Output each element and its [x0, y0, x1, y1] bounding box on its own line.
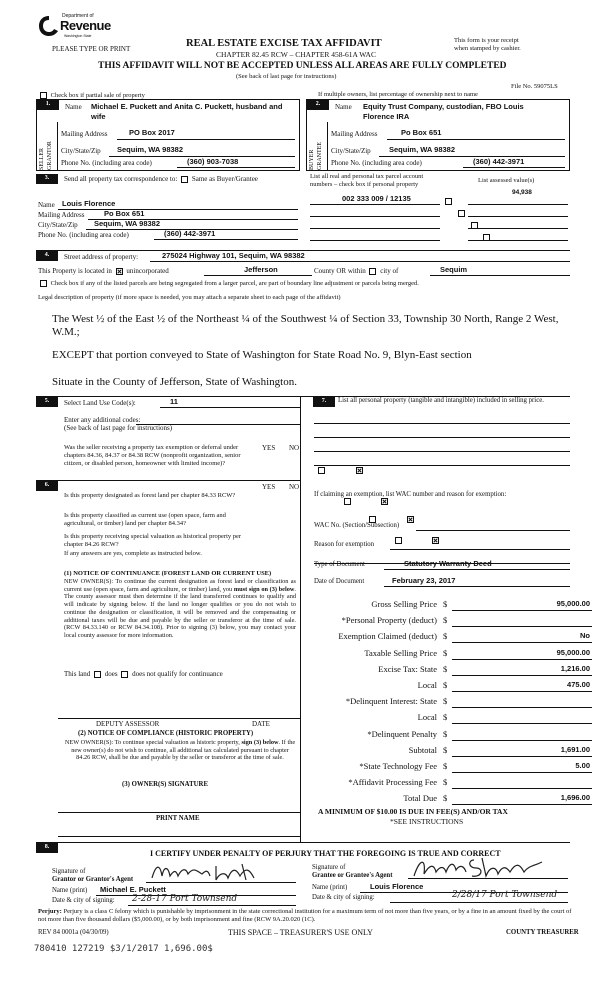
tax-city: Sequim, WA 98382: [94, 219, 160, 228]
s6-q1-yes-checkbox[interactable]: [344, 498, 351, 505]
additional-codes-2: (See back of last page for instructions): [64, 424, 173, 432]
dollar-sign: $: [443, 777, 448, 788]
dollar-sign: $: [443, 793, 448, 804]
doc-type-value: Statutory Warranty Deed: [404, 559, 492, 568]
amount-row: [306, 778, 594, 793]
amount-row: [306, 681, 594, 696]
county-treasurer: COUNTY TREASURER: [506, 929, 579, 936]
s5-q1: Was the seller receiving a property tax exemption or deferral under chapters 84.36, 84.37 or 84.38 RCW (nonprofit organization, senior citizen, or disabled person, homeowner with limited income)?: [64, 444, 241, 467]
legal-desc-1: The West ½ of the East ½ of the Northeast ¼ of the Southwest ¼ of Section 33, Township 30 North, Range 2 West, W.M.;: [52, 313, 559, 338]
seller-section: [36, 99, 300, 171]
buyer-mailing: Po Box 651: [401, 128, 442, 137]
amount-field[interactable]: [452, 697, 592, 708]
grantee-sig-label-1: Signature of: [312, 864, 346, 871]
logo-line1: Department of: [62, 13, 94, 19]
amount-label: *Affidavit Processing Fee: [348, 777, 437, 788]
amount-row: [306, 616, 594, 631]
amount-value: 1,216.00: [560, 663, 590, 673]
amount-row: [306, 632, 594, 647]
amount-label: *Personal Property (deduct): [341, 615, 437, 626]
dollar-sign: $: [443, 647, 448, 658]
s6-yes-header: YES: [262, 483, 276, 491]
wac-label: WAC No. (Section/Subsection): [314, 522, 400, 529]
dollar-sign: $: [443, 599, 448, 609]
county-label-row: County OR within city of: [314, 267, 399, 275]
tax-phone-label: Phone No. (including area code): [38, 231, 129, 239]
doc-date-value: February 23, 2017: [392, 576, 456, 585]
amount-value: 1,691.00: [560, 744, 590, 754]
form-chapter: CHAPTER 82.45 RCW – CHAPTER 458-61A WAC: [216, 50, 376, 59]
amount-label: *Delinquent Interest: State: [345, 696, 437, 707]
personal-property-label: List all personal property (tangible and intangible) included in selling price.: [338, 397, 544, 404]
land-does-not-checkbox[interactable]: [121, 671, 128, 678]
buyer-name-label: Name: [335, 103, 352, 111]
partial-sale-label: Check box if partial sale of property: [50, 92, 145, 99]
amount-label: Gross Selling Price: [371, 599, 437, 609]
seller-name: Michael E. Puckett and Anita C. Puckett, husband and wife: [91, 102, 283, 121]
grantee-sig-label-2: Grantee or Grantee's Agent: [312, 872, 393, 879]
logo-line3: Washington State: [64, 34, 92, 38]
logo-word: Revenue: [60, 18, 111, 33]
minimum-due: A MINIMUM OF $10.00 IS DUE IN FEE(S) AND/OR TAX: [318, 807, 508, 816]
amount-label: Excise Tax: State: [378, 663, 437, 674]
tax-city-label: City/State/Zip: [38, 221, 78, 229]
section-8-number: 8.: [36, 843, 58, 853]
seller-phone-label: Phone No. (including area code): [61, 159, 152, 167]
amount-label: Exemption Claimed (deduct): [338, 631, 437, 642]
buyer-city: Sequim, WA 98382: [389, 145, 455, 154]
amount-value: 1,696.00: [560, 793, 590, 803]
see-instructions: *SEE INSTRUCTIONS: [390, 817, 464, 826]
amount-field[interactable]: [452, 778, 592, 789]
amount-field[interactable]: [452, 616, 592, 627]
amount-label: Subtotal: [408, 744, 437, 755]
type-or-print: PLEASE TYPE OR PRINT: [52, 45, 131, 53]
form-warning: THIS AFFIDAVIT WILL NOT BE ACCEPTED UNLESS ALL AREAS ARE FULLY COMPLETED: [98, 61, 507, 71]
grantee-signature[interactable]: [410, 854, 550, 884]
grantor-sig-label-1: Signature of: [52, 868, 86, 875]
same-as-buyer-label: Same as Buyer/Grantee: [191, 175, 258, 183]
seller-city-label: City/State/Zip: [61, 147, 101, 155]
partial-sale-checkbox[interactable]: [40, 92, 47, 99]
grantor-date-label: Date & city of signing:: [52, 897, 115, 904]
buyer-side-label: BUYER GRANTEE: [309, 142, 323, 170]
seller-mailing: PO Box 2017: [129, 128, 175, 137]
buyer-mailing-label: Mailing Address: [331, 130, 378, 138]
parcel-header-2: numbers – check box if personal property: [310, 181, 419, 188]
amount-label: *State Technology Fee: [359, 761, 437, 771]
dollar-sign: $: [443, 680, 448, 690]
exemption-label: If claiming an exemption, list WAC number and reason for exemption:: [314, 491, 507, 498]
s6-q2-no-checkbox[interactable]: [407, 516, 414, 523]
amount-row: [306, 730, 594, 745]
legal-desc-3: Situate in the County of Jefferson, State of Washington.: [52, 376, 297, 388]
amount-field[interactable]: [452, 713, 592, 724]
amount-row: [306, 600, 594, 615]
city-of-checkbox[interactable]: [369, 268, 376, 275]
amount-row: [306, 762, 594, 777]
street-address: 275024 Highway 101, Sequim, WA 98382: [162, 251, 305, 260]
buyer-phone: (360) 442-3971: [473, 157, 525, 166]
amount-field[interactable]: [452, 762, 592, 773]
section-7-number: 7.: [313, 397, 335, 407]
amount-value: 95,000.00: [556, 599, 590, 608]
grantor-name: Michael E. Puckett: [100, 885, 166, 894]
amount-label: Local: [417, 680, 437, 690]
s5-q1-yes-checkbox[interactable]: [318, 467, 325, 474]
amount-label: Local: [417, 712, 437, 723]
tax-phone: (360) 442-3971: [164, 229, 216, 238]
tax-name: Louis Florence: [62, 199, 116, 208]
segregated-row: Check box if any of the listed parcels are being segregated from a larger parcel, are part of boundary line adjustment or parcels being merged.: [38, 280, 419, 287]
seller-city: Sequim, WA 98382: [117, 145, 183, 154]
additional-codes-1: Enter any additional codes:: [64, 416, 141, 424]
buyer-name: Equity Trust Company, custodian, FBO Louis Florence IRA: [363, 102, 524, 121]
unincorporated-checkbox[interactable]: [116, 268, 123, 275]
s6-q2: Is this property classified as current use (open space, farm and agricultural, or timber) land per chapter 84.34?: [64, 512, 226, 527]
seller-phone: (360) 903-7038: [187, 157, 239, 166]
dor-logo-icon: [38, 14, 60, 38]
section-6-number: 6.: [36, 481, 58, 491]
tax-mailing-label: Mailing Address: [38, 211, 85, 219]
dollar-sign: $: [443, 631, 448, 642]
s6-q1: Is this property designated as forest land per chapter 84.33 RCW?: [64, 492, 236, 499]
treasurer-space: THIS SPACE – TREASURER'S USE ONLY: [228, 928, 373, 937]
county-value: Jefferson: [244, 265, 278, 274]
receipt-note-1: This form is your receipt: [454, 37, 519, 44]
s6-no-header: NO: [289, 483, 300, 491]
amount-row: [306, 665, 594, 680]
notice1-title: (1) NOTICE OF CONTINUANCE (FOREST LAND OR CURRENT USE): [64, 570, 272, 577]
buyer-city-label: City/State/Zip: [331, 147, 371, 155]
same-as-buyer-checkbox[interactable]: [181, 176, 188, 183]
amount-label: Total Due: [403, 793, 437, 804]
parcel-number: 002 333 009 / 12135: [342, 194, 411, 203]
grantor-signature[interactable]: [150, 862, 270, 888]
s6-q3: Is this property receiving special valuation as historical property per chapter 84.26 RCW?: [64, 533, 242, 548]
land-use-label: Select Land Use Code(s):: [64, 399, 136, 407]
certify-statement: I CERTIFY UNDER PENALTY OF PERJURY THAT THE FOREGOING IS TRUE AND CORRECT: [150, 849, 501, 858]
notice2-body: NEW OWNER(S): To continue special valuation as historic property, sign (3) below. If the new owner(s) do not wish to continue, all additional tax calculated pursuant to chapter 84.26 RCW, shall be due and payable by the seller or transferor at the time of sale.: [64, 739, 296, 762]
deputy-assessor-label: DEPUTY ASSESSOR: [96, 720, 160, 728]
print-name-label: PRINT NAME: [156, 815, 200, 822]
dollar-sign: $: [443, 663, 448, 674]
grantee-name: Louis Florence: [370, 882, 424, 891]
amount-label: *Delinquent Penalty: [367, 728, 437, 739]
grantee-date-label: Date & city of signing:: [312, 894, 375, 901]
see-back: (See back of last page for instructions): [236, 73, 337, 80]
doc-type-label: Type of Document: [314, 561, 365, 568]
form-title: REAL ESTATE EXCISE TAX AFFIDAVIT: [186, 38, 382, 49]
seller-side-label: SELLER GRANTOR: [39, 141, 53, 170]
amount-value: 475.00: [567, 680, 590, 689]
owner-signature-label: (3) OWNER(S) SIGNATURE: [122, 781, 208, 788]
section-1-number: 1.: [37, 100, 59, 110]
cashier-stamp: 780410 127219 $3/1/2017 1,696.00$: [34, 944, 213, 954]
section-5-number: 5.: [36, 397, 58, 407]
city-of-value: Sequim: [440, 265, 468, 274]
assessed-header: List assessed value(s): [478, 177, 535, 184]
located-row: This Property is located in unincorporated: [38, 267, 169, 275]
dollar-sign: $: [443, 615, 448, 626]
perjury-statement: Perjury: Perjury is a class C felony which is punishable by imprisonment in the state correctional institution for a maximum term of not more than five years, or by a fine in an amount fixed by the court of not more than five thousand dollars ($5,000.00), or by both imprisonment and fine (RCW 9A.20.020 (1C).: [38, 908, 572, 923]
receipt-note-2: when stamped by cashier.: [454, 45, 521, 52]
deputy-date-label: DATE: [252, 720, 270, 728]
assessed-value: 94,938: [512, 189, 532, 196]
amount-label: Taxable Selling Price: [364, 647, 437, 658]
amount-row: [306, 746, 594, 761]
tax-corr-row: [64, 175, 258, 183]
section-3-number: 3.: [36, 174, 58, 184]
s5-yes-header: YES: [262, 444, 276, 452]
amount-value: No: [580, 631, 590, 641]
tax-mailing: Po Box 651: [104, 209, 145, 218]
segregated-checkbox[interactable]: [40, 280, 47, 287]
seller-name-label: Name: [65, 103, 82, 111]
grantor-name-label: Name (print): [52, 887, 88, 894]
s5-q1-no-checkbox[interactable]: [356, 467, 363, 474]
section-4-number: 4.: [36, 251, 58, 261]
amount-row: [306, 649, 594, 664]
this-land-row: This land does does not qualify for continuance: [64, 670, 223, 678]
amount-value: 5.00: [575, 761, 590, 770]
buyer-section: [306, 99, 570, 171]
doc-date-label: Date of Document: [314, 578, 365, 585]
dollar-sign: $: [443, 744, 448, 755]
s6-q3-yes-checkbox[interactable]: [395, 537, 402, 544]
amount-row: [306, 697, 594, 712]
legal-desc-2: EXCEPT that portion conveyed to State of Washington for State Road No. 9, Blyn-East section: [52, 349, 472, 361]
notice1-body: NEW OWNER(S): To continue the current designation as forest land or classification as current use (open space, farm and agriculture, or timber) land, you must sign on (3) below. The county assessor must then determine if the land transferred continues to qualify and will indicate by signing below. If the land no longer qualifies or you do not wish to continue the designation or classification, it will be removed and the compensating or additional taxes will be due and payable by the seller or transferor at the time of sale. (RCW 84.33.140 or RCW 84.34.108). Prior to signing (3) below, you may contact your local county assessor for more information.: [64, 578, 296, 639]
legal-label: Legal description of property (if more space is needed, you may attach a separate sheet to each page of the affidavit): [38, 294, 341, 301]
grantee-name-label: Name (print): [312, 884, 348, 891]
dollar-sign: $: [443, 728, 448, 739]
rev-number: REV 84 0001a (04/30/09): [38, 929, 109, 936]
land-does-checkbox[interactable]: [94, 671, 101, 678]
tax-corr-label: Send all property tax correspondence to:: [64, 175, 178, 183]
reason-label: Reason for exemption: [314, 541, 375, 548]
grantor-sig-label-2: Grantor or Grantor's Agent: [52, 876, 134, 883]
section-2-number: 2.: [307, 100, 329, 110]
buyer-phone-label: Phone No. (including area code): [331, 159, 422, 167]
dollar-sign: $: [443, 761, 448, 771]
s6-if-yes: If any answers are yes, complete as instructed below.: [64, 550, 202, 557]
s6-q3-no-checkbox[interactable]: [432, 537, 439, 544]
parcel-1-personal-checkbox[interactable]: [445, 198, 452, 205]
dollar-sign: $: [443, 696, 448, 707]
seller-mailing-label: Mailing Address: [61, 130, 108, 138]
parcel-2-personal-checkbox[interactable]: [458, 210, 465, 217]
grantor-signature-icon: [150, 862, 270, 884]
amount-field[interactable]: [452, 730, 592, 741]
multiple-owners-note: If multiple owners, list percentage of ownership next to name: [318, 91, 478, 98]
grantee-date: 2/28/17 Port Townsend: [452, 890, 558, 900]
amount-row: [306, 713, 594, 728]
s6-q1-no-checkbox[interactable]: [381, 498, 388, 505]
amount-field[interactable]: [452, 632, 592, 643]
dor-logo: [38, 10, 118, 42]
parcel-header-1: List all real and personal tax parcel account: [310, 173, 424, 180]
amount-value: 95,000.00: [556, 647, 590, 657]
file-no: File No. 59075LS: [511, 83, 558, 90]
s5-no-header: NO: [289, 444, 300, 452]
land-use-code: 11: [170, 397, 178, 406]
street-label: Street address of property:: [64, 253, 139, 261]
notice2-title: (2) NOTICE OF COMPLIANCE (HISTORIC PROPERTY): [78, 730, 254, 737]
grantor-date: 2-28-17 Port Townsend: [132, 894, 238, 904]
tax-name-label: Name: [38, 201, 55, 209]
dollar-sign: $: [443, 712, 448, 723]
